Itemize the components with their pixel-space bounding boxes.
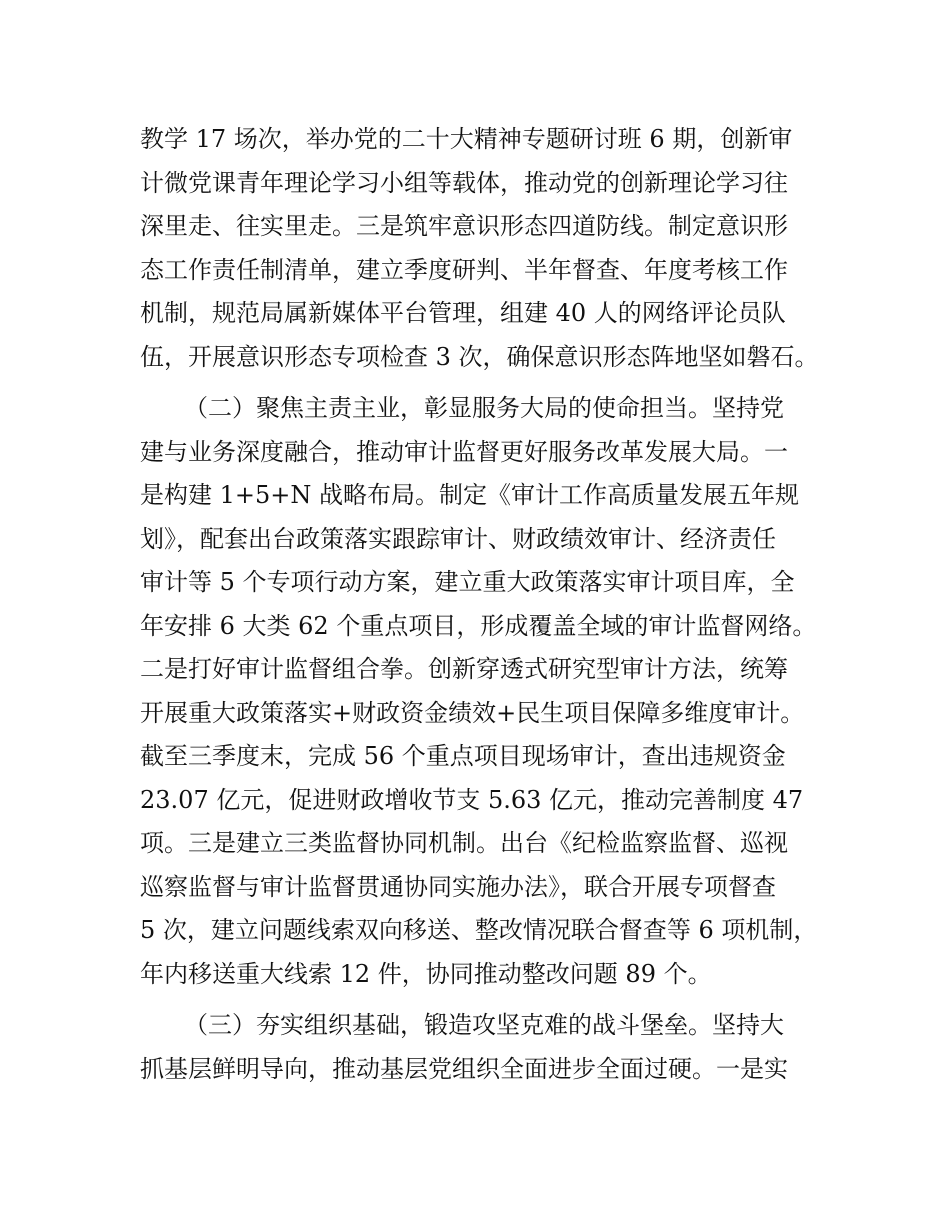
- text-line: 态工作责任制清单，建立季度研判、半年督查、年度考核工作: [140, 255, 788, 284]
- paragraph-1: [140, 118, 825, 379]
- paragraph-2: [140, 387, 825, 996]
- text-line: 开展重大政策落实+财政资金绩效+民生项目保障多维度审计。: [140, 698, 805, 727]
- text-line: 抓基层鲜明导向，推动基层党组织全面进步全面过硬。一是实: [140, 1054, 788, 1083]
- text-line: 教学 17 场次，举办党的二十大精神专题研讨班 6 期，创新审: [140, 125, 793, 153]
- paragraph-heading-line: （二）聚焦主责主业，彰显服务大局的使命担当。坚持党: [184, 394, 784, 422]
- text-line: 23.07 亿元，促进财政增收节支 5.63 亿元，推动完善制度 47: [140, 785, 804, 814]
- text-line: 划》，配套出台政策落实跟踪审计、财政绩效审计、经济责任: [140, 524, 776, 553]
- text-line: 截至三季度末，完成 56 个重点项目现场审计，查出违规资金: [140, 742, 786, 770]
- text-line: 机制，规范局属新媒体平台管理，组建 40 人的网络评论员队: [140, 299, 786, 327]
- text-line: 审计等 5 个专项行动方案，建立重大政策落实审计项目库，全: [140, 568, 795, 596]
- paragraph-3: [140, 1004, 825, 1091]
- paragraph-heading-line: （三）夯实组织基础，锻造攻坚克难的战斗堡垒。坚持大: [184, 1011, 784, 1039]
- text-line: 伍，开展意识形态专项检查 3 次，确保意识形态阵地坚如磐石。: [140, 342, 819, 371]
- document-body: [140, 118, 825, 1091]
- text-line: 巡察监督与审计监督贯通协同实施办法》，联合开展专项督查: [140, 872, 776, 901]
- text-line: 建与业务深度融合，推动审计监督更好服务改革发展大局。一: [140, 437, 788, 466]
- text-line: 深里走、往实里走。三是筑牢意识形态四道防线。制定意识形: [140, 212, 788, 240]
- text-line: 项。三是建立三类监督协同机制。出台《纪检监察监督、巡视: [140, 829, 788, 857]
- text-line: 5 次，建立问题线索双向移送、整改情况联合督查等 6 项机制，: [140, 916, 818, 944]
- text-line: 是构建 1+5+N 战略布局。制定《审计工作高质量发展五年规: [140, 481, 800, 509]
- text-line: 计微党课青年理论学习小组等载体，推动党的创新理论学习往: [140, 168, 788, 197]
- text-line: 二是打好审计监督组合拳。创新穿透式研究型审计方法，统筹: [140, 655, 788, 683]
- text-line: 年安排 6 大类 62 个重点项目，形成覆盖全域的审计监督网络。: [140, 611, 817, 640]
- text-line: 年内移送重大线索 12 件，协同推动整改问题 89 个。: [140, 959, 712, 988]
